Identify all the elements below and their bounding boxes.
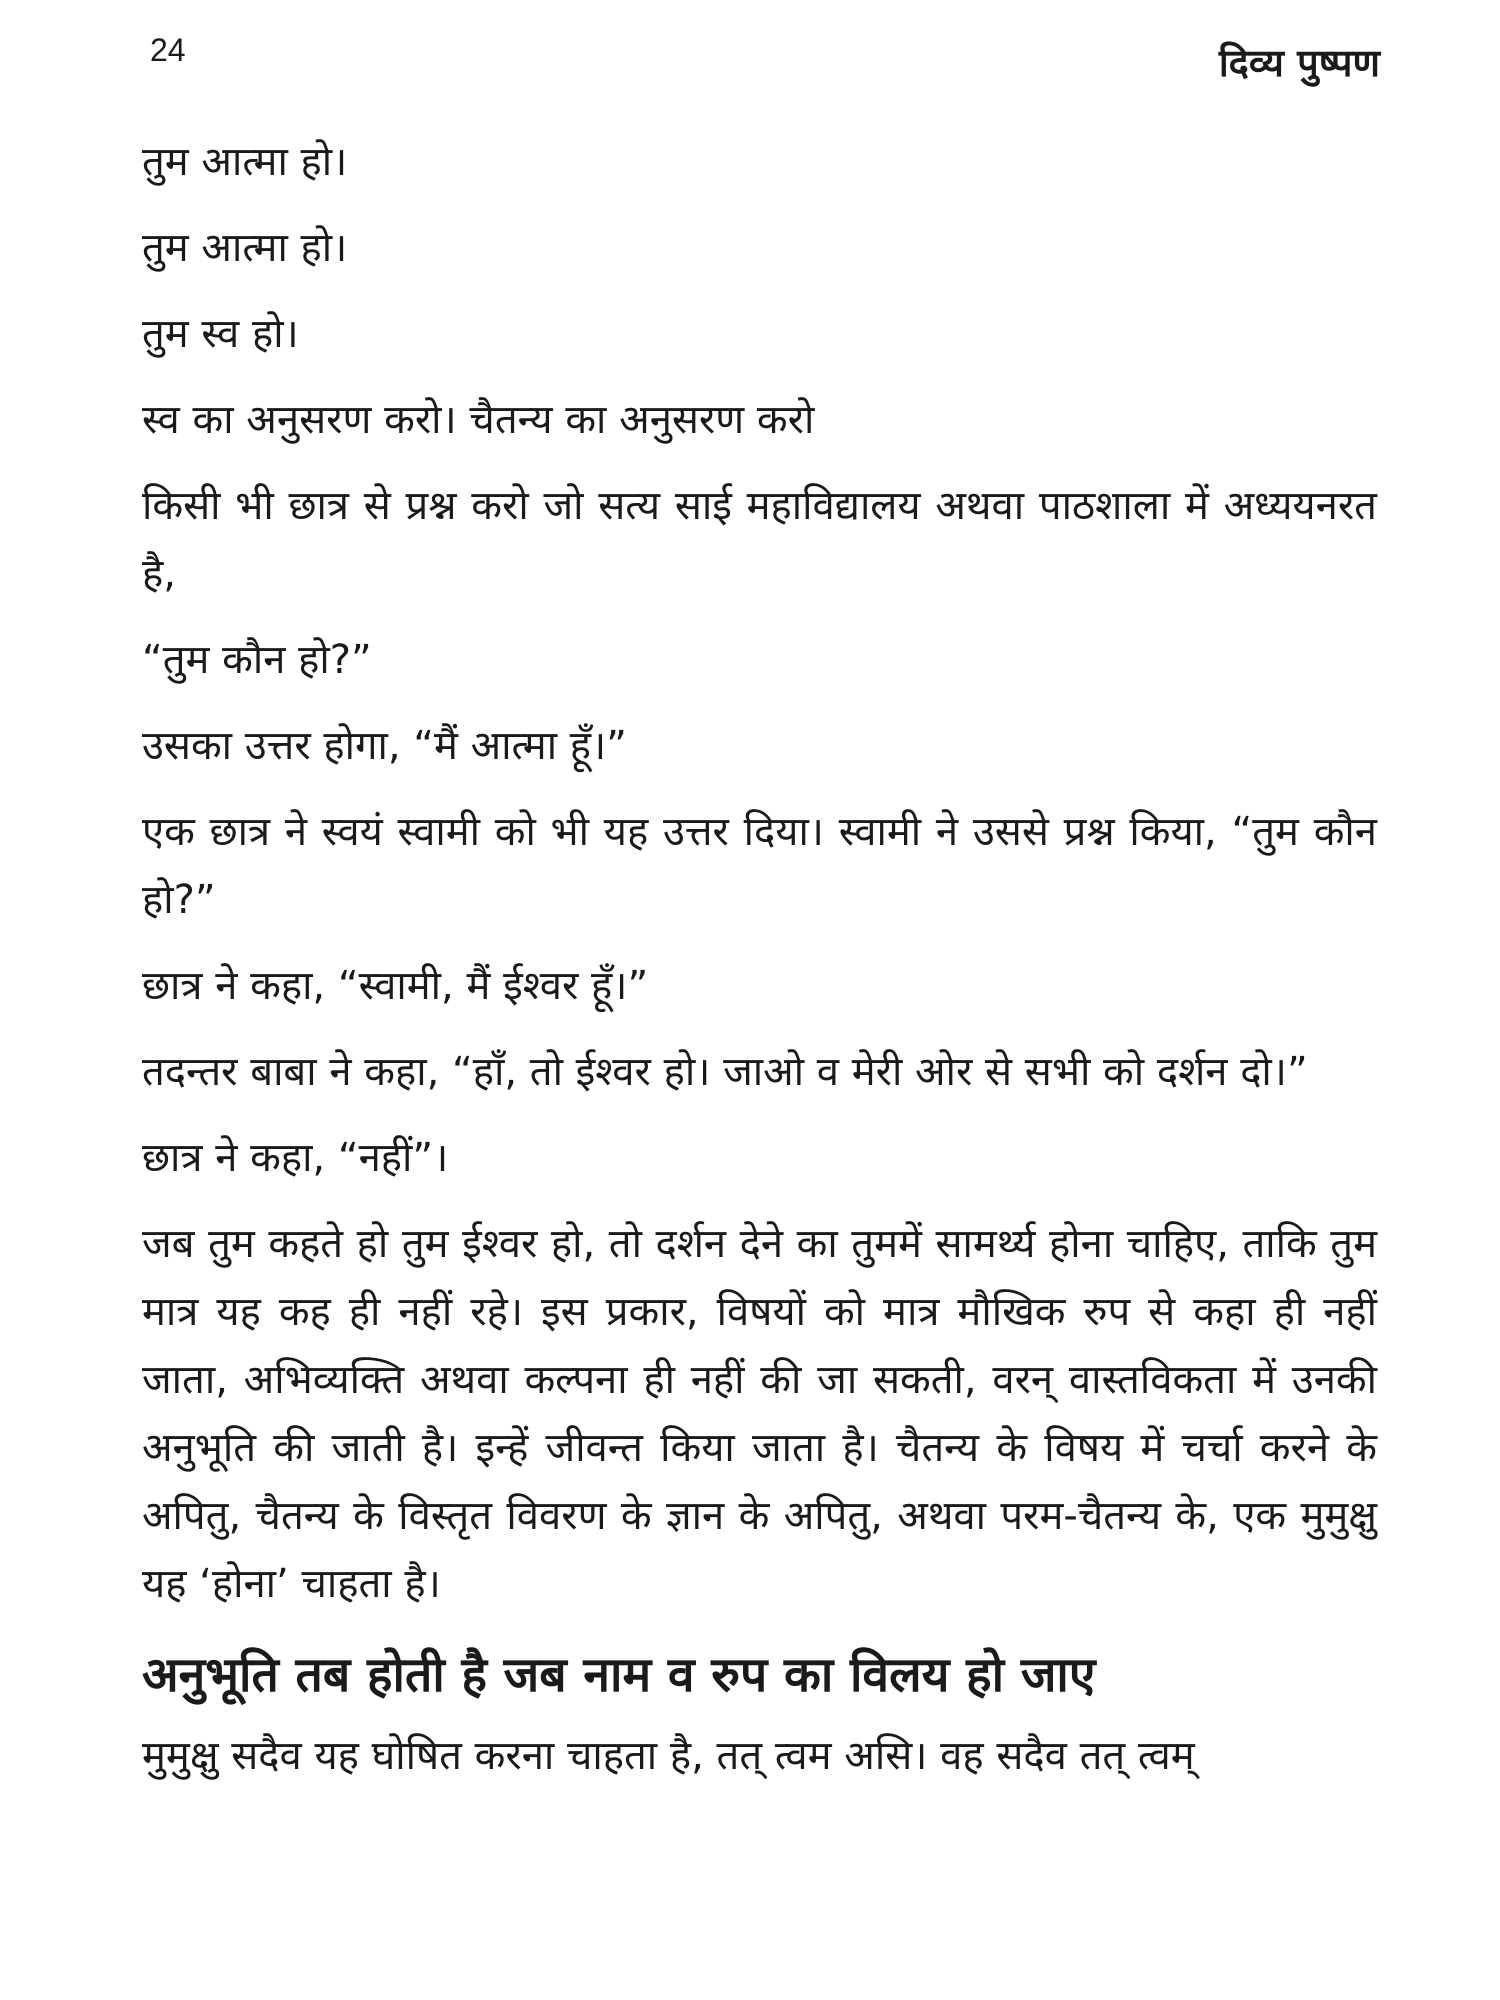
running-head-title: दिव्य पुष्पण xyxy=(1218,41,1380,85)
section-heading: अनुभूति तब होती है जब नाम व रुप का विलय हो जाए xyxy=(142,1647,1096,1703)
paragraph-8: एक छात्र ने स्वयं स्वामी को भी यह उत्तर दिया। स्वामी ने उससे प्रश्न किया, “तुम कौन हो?” xyxy=(142,809,1377,923)
paragraph-9: छात्र ने कहा, “स्वामी, मैं ईश्वर हूँ।” xyxy=(142,963,649,1009)
page-body xyxy=(142,128,1377,1790)
paragraph-3: तुम स्व हो। xyxy=(142,311,299,357)
paragraph-12: जब तुम कहते हो तुम ईश्वर हो, तो दर्शन देने का तुममें सामर्थ्य होना चाहिए, ताकि तुम मात्र यह कह ही नहीं रहे। इस प्रकार, विषयों को मात्र मौखिक रुप से कहा ही नहीं जाता, अभिव्यक्ति अथवा कल्पना ही नहीं की जा सकती, वरन् वास्तविकता में उनकी अनुभूति की जाती है। इन्हें जीवन्त किया जाता है। चैतन्य के विषय में चर्चा करने के अपितु, चैतन्य के विस्तृत विवरण के ज्ञान के अपितु, अथवा परम-चैतन्य के, एक मुमुक्षु यह ‘होना’ चाहता है। xyxy=(142,1221,1377,1607)
paragraph-11: छात्र ने कहा, “नहीं”। xyxy=(142,1135,449,1181)
paragraph-2: तुम आत्मा हो। xyxy=(142,225,348,271)
paragraph-4: स्व का अनुसरण करो। चैतन्य का अनुसरण करो xyxy=(142,397,815,443)
paragraph-13: मुमुक्षु सदैव यह घोषित करना चाहता है, तत् त्वम असि। वह सदैव तत् त्वम् xyxy=(142,1733,1195,1779)
paragraph-7: उसका उत्तर होगा, “मैं आत्मा हूँ।” xyxy=(142,723,627,769)
paragraph-5: किसी भी छात्र से प्रश्न करो जो सत्य साई महाविद्यालय अथवा पाठशाला में अध्ययनरत है, xyxy=(142,483,1377,597)
page-number: 24 xyxy=(150,32,186,68)
paragraph-6: “तुम कौन हो?” xyxy=(142,637,372,683)
paragraph-10: तदन्तर बाबा ने कहा, “हाँ, तो ईश्वर हो। जाओ व मेरी ओर से सभी को दर्शन दो।” xyxy=(142,1049,1308,1095)
paragraph-1: तुम आत्मा हो। xyxy=(142,139,348,185)
